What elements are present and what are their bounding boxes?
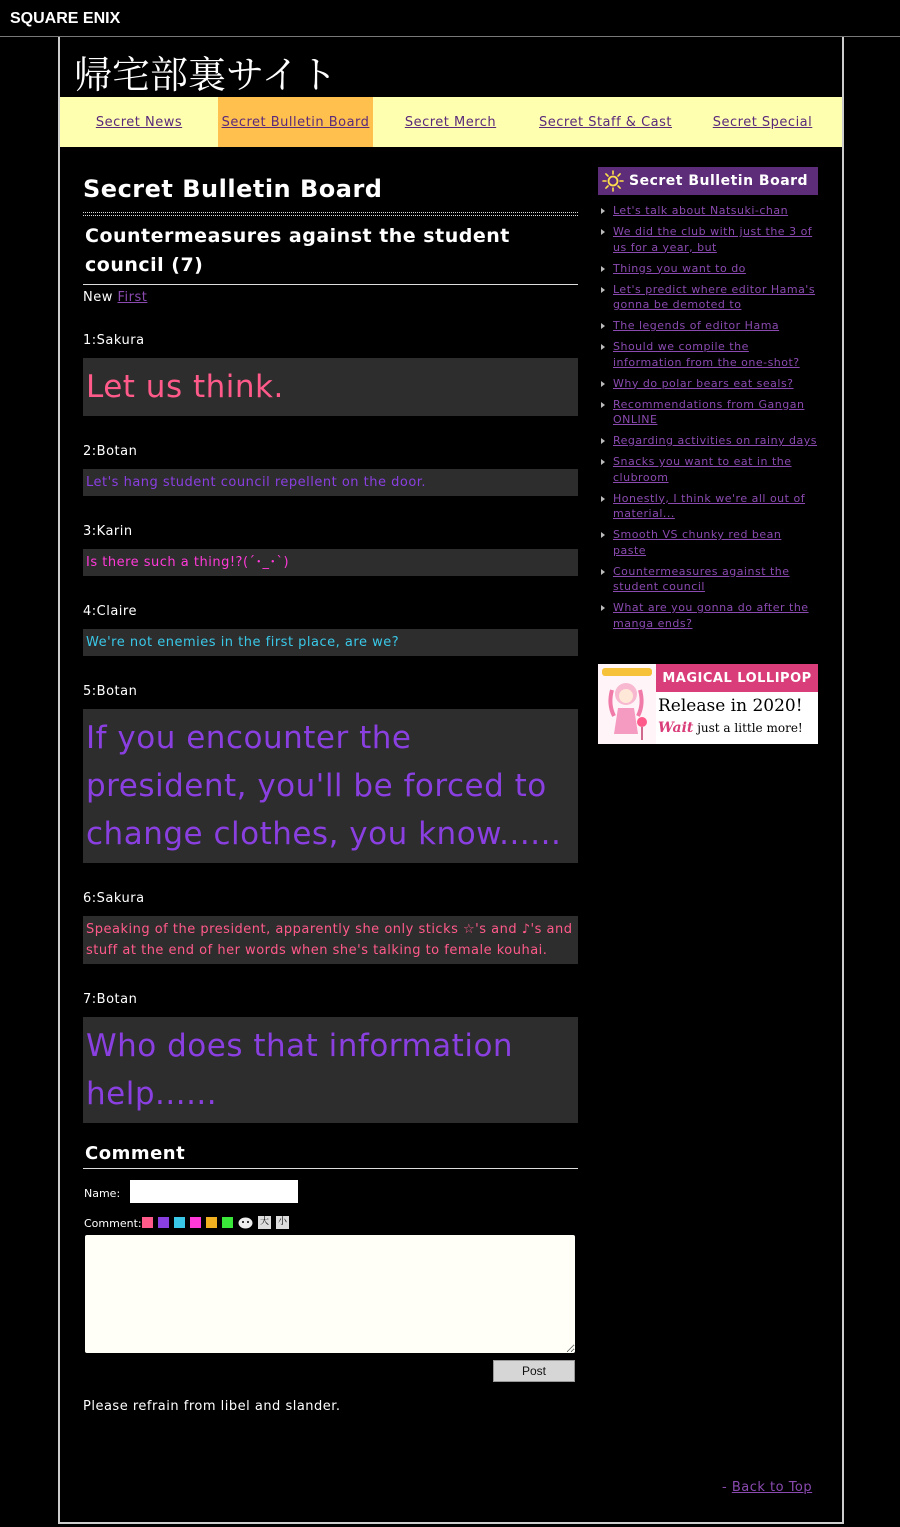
sidebar-thread-link[interactable]: Let's talk about Natsuki-chan xyxy=(613,204,789,217)
post-author: 2:Botan xyxy=(83,444,138,459)
sidebar-thread-link[interactable]: Regarding activities on rainy days xyxy=(613,434,818,447)
sidebar-thread-item xyxy=(598,433,818,449)
thread-nav xyxy=(83,285,578,305)
sidebar-thread-link[interactable]: Honestly, I think we're all out of material... xyxy=(613,491,806,520)
name-input[interactable] xyxy=(130,1180,298,1203)
comment-heading: Comment xyxy=(83,1143,578,1169)
sidebar-thread-link[interactable]: Snacks you want to eat in the clubroom xyxy=(613,455,792,484)
post-body: Let us think. xyxy=(83,358,578,416)
thread-nav-new: New xyxy=(83,290,113,305)
sidebar-thread-item xyxy=(598,224,818,255)
sidebar-thread-item xyxy=(598,491,818,522)
post-item xyxy=(83,444,578,496)
color-swatch-3[interactable] xyxy=(174,1217,185,1228)
post-body: If you encounter the president, you'll be forced to change clothes, you know...... xyxy=(83,709,578,863)
sidebar-heading xyxy=(598,167,818,195)
sidebar-thread-link[interactable]: Recommendations from Gangan ONLINE xyxy=(613,397,805,426)
page-title: Secret Bulletin Board xyxy=(83,175,383,203)
post-author: 7:Botan xyxy=(83,992,138,1007)
post-list xyxy=(83,333,578,1123)
thread-title: Countermeasures against the student council (7) xyxy=(83,216,578,285)
emoticon-icon[interactable] xyxy=(238,1217,253,1229)
sidebar-thread-item xyxy=(598,261,818,277)
sidebar-thread-link[interactable]: What are you gonna do after the manga ends? xyxy=(613,601,809,630)
site-title[interactable]: 帰宅部裏サイト xyxy=(74,53,338,97)
post-item xyxy=(83,684,578,863)
name-label: Name: xyxy=(84,1187,121,1200)
nav-item-4[interactable]: Secret Staff & Cast xyxy=(539,114,672,130)
color-swatch-4[interactable] xyxy=(190,1217,201,1228)
sidebar-thread-item xyxy=(598,282,818,313)
sidebar-thread-link[interactable]: Let's predict where editor Hama's gonna be demoted to xyxy=(613,282,816,311)
post-body: Is there such a thing!?(´･_･`) xyxy=(83,549,578,576)
comment-textarea[interactable] xyxy=(85,1235,575,1353)
post-item xyxy=(83,992,578,1123)
brand-logo[interactable]: SQUARE ENIX xyxy=(10,10,121,27)
back-to-top-dash: - xyxy=(722,1480,732,1495)
post-body: Let's hang student council repellent on the door. xyxy=(83,469,578,496)
main-content xyxy=(83,167,578,1414)
sidebar-thread-item xyxy=(598,600,818,631)
color-swatch-1[interactable] xyxy=(142,1217,153,1228)
banner-release-text: Release in 2020! xyxy=(658,696,803,716)
post-author: 3:Karin xyxy=(83,524,133,539)
post-item xyxy=(83,524,578,576)
color-swatches xyxy=(142,1216,289,1229)
nav-item-1[interactable]: Secret News xyxy=(95,114,183,130)
banner-wait-text xyxy=(658,720,803,736)
color-swatch-6[interactable] xyxy=(222,1217,233,1228)
post-author: 1:Sakura xyxy=(83,333,145,348)
font-size-small-button[interactable]: 小 xyxy=(277,1217,287,1227)
sidebar-thread-item xyxy=(598,527,818,558)
sidebar-thread-link[interactable]: We did the club with just the 3 of us for a year, but xyxy=(613,225,813,254)
post-item xyxy=(83,604,578,656)
sidebar-thread-item xyxy=(598,454,818,485)
lollipop-girl-illustration xyxy=(598,664,656,744)
top-bar xyxy=(0,0,900,37)
post-item xyxy=(83,891,578,964)
back-to-top-link[interactable]: Back to Top xyxy=(731,1480,813,1495)
back-to-top xyxy=(722,1480,812,1495)
banner-title: MAGICAL LOLLIPOP xyxy=(656,664,818,692)
sidebar-thread-item xyxy=(598,203,818,219)
post-item xyxy=(83,333,578,416)
post-author: 5:Botan xyxy=(83,684,138,699)
nav-item-5[interactable]: Secret Special xyxy=(712,114,813,130)
post-button[interactable]: Post xyxy=(493,1360,575,1382)
comment-label: Comment: xyxy=(84,1217,142,1230)
post-author: 6:Sakura xyxy=(83,891,145,906)
sidebar-heading-label: Secret Bulletin Board xyxy=(629,173,809,189)
banner-wait-rest: just a little more! xyxy=(693,721,803,735)
color-swatch-5[interactable] xyxy=(206,1217,217,1228)
sidebar-thread-link[interactable]: Smooth VS chunky red bean paste xyxy=(613,528,782,557)
sidebar-thread-item xyxy=(598,397,818,428)
post-body: Speaking of the president, apparently she only sticks ☆'s and ♪'s and stuff at the end of her words when she's talking to female kouhai. xyxy=(83,916,578,964)
comment-form xyxy=(83,1169,578,1399)
sidebar-thread-item xyxy=(598,318,818,334)
post-author: 4:Claire xyxy=(83,604,137,619)
sidebar xyxy=(598,167,818,736)
sidebar-thread-item xyxy=(598,564,818,595)
sidebar-thread-list xyxy=(598,203,818,631)
sidebar-thread-item xyxy=(598,376,818,392)
sidebar-thread-link[interactable]: Why do polar bears eat seals? xyxy=(613,376,794,390)
font-size-large-button[interactable]: 大 xyxy=(259,1217,269,1227)
post-body: Who does that information help...... xyxy=(83,1017,578,1123)
banner-wait-word: Wait xyxy=(658,720,694,736)
sun-icon xyxy=(602,170,624,192)
post-body: We're not enemies in the first place, are we? xyxy=(83,629,578,656)
sidebar-thread-link[interactable]: The legends of editor Hama xyxy=(613,319,780,332)
sidebar-thread-link[interactable]: Should we compile the information from the one-shot? xyxy=(613,340,800,369)
magical-lollipop-banner[interactable] xyxy=(598,664,818,744)
sidebar-thread-link[interactable]: Countermeasures against the student council xyxy=(613,564,790,593)
main-nav xyxy=(60,97,842,147)
disclaimer-text: Please refrain from libel and slander. xyxy=(83,1399,341,1414)
color-swatch-2[interactable] xyxy=(158,1217,169,1228)
sidebar-thread-item xyxy=(598,339,818,370)
nav-item-3[interactable]: Secret Merch xyxy=(404,114,497,130)
thread-nav-first-link[interactable]: First xyxy=(117,290,148,305)
nav-item-2[interactable]: Secret Bulletin Board xyxy=(218,97,373,147)
sidebar-thread-link[interactable]: Things you want to do xyxy=(613,261,746,275)
